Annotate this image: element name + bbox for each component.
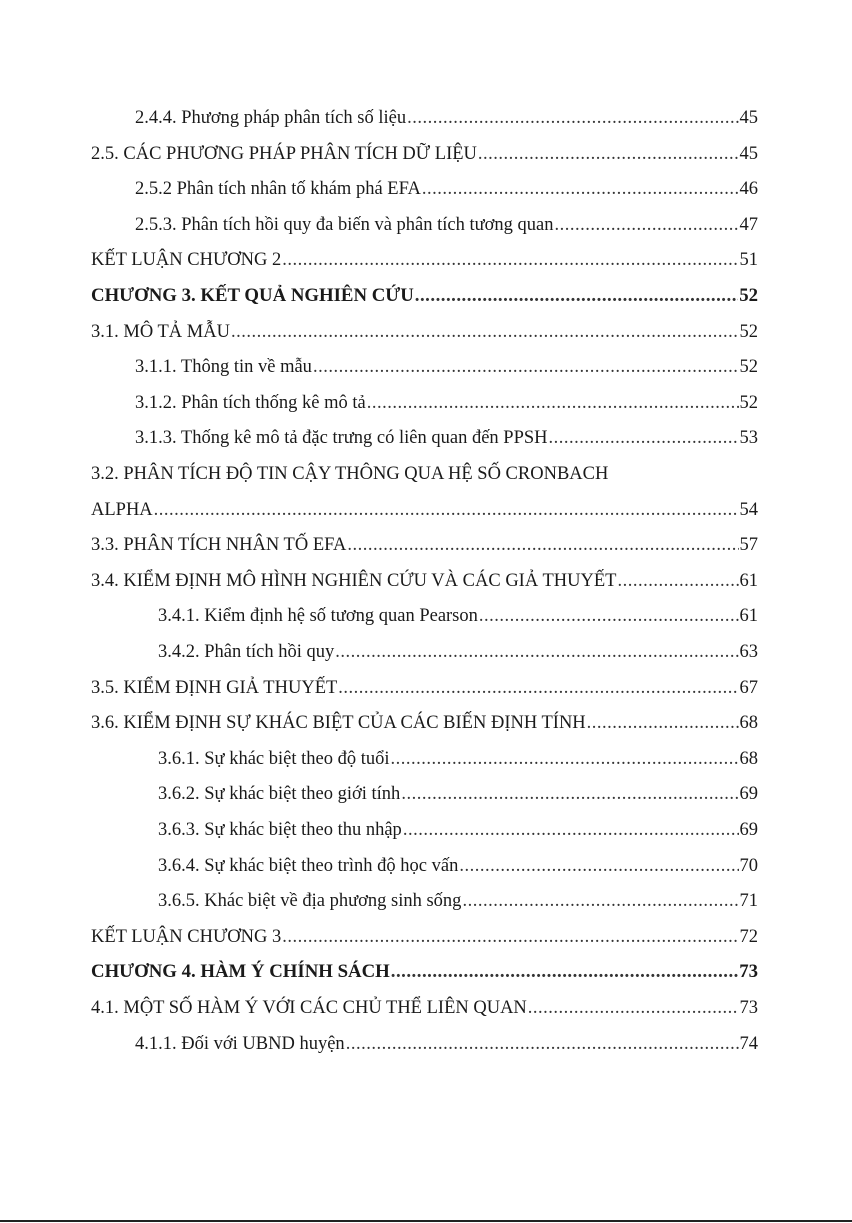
toc-entry-title: 3.6.1. Sự khác biệt theo độ tuổi [158,748,390,769]
toc-entry[interactable] [91,566,758,596]
toc-entry-page: 69 [739,784,758,805]
toc-entry-page: 74 [739,1033,758,1054]
dot-leader [407,103,738,133]
dot-leader [587,708,739,738]
toc-entry[interactable] [158,601,758,631]
toc-entry[interactable] [135,174,758,204]
toc-entry[interactable] [158,744,758,774]
toc-entry[interactable] [135,1029,758,1059]
toc-entry[interactable] [158,637,758,667]
toc-entry-title: 3.4.1. Kiểm định hệ số tương quan Pearson [158,606,478,627]
toc-entry[interactable] [91,673,758,703]
toc-entry-title: 4.1.1. Đối với UBND huyện [135,1033,345,1054]
toc-entry-page: 54 [739,499,758,520]
toc-entry[interactable] [91,281,758,311]
dot-leader [462,886,738,916]
toc-entry[interactable] [158,851,758,881]
toc-entry[interactable] [91,993,758,1023]
toc-entry[interactable] [91,245,758,275]
dot-leader [154,495,739,525]
dot-leader [335,637,738,667]
toc-entry-title: 4.1. MỘT SỐ HÀM Ý VỚI CÁC CHỦ THỂ LIÊN QUAN [91,998,527,1018]
toc-entry-page: 52 [739,285,758,306]
dot-leader [528,993,739,1023]
dot-leader [415,281,738,311]
dot-leader [403,815,739,845]
toc-entry-title: 2.5.3. Phân tích hồi quy đa biến và phân tích tương quan [135,214,554,235]
toc-entry-title: 3.2. PHÂN TÍCH ĐỘ TIN CẬY THÔNG QUA HỆ SỐ CRONBACH [91,464,609,484]
toc-entry[interactable] [91,708,758,738]
toc-entry-page: 68 [739,713,758,734]
toc-entry-title: 3.4.2. Phân tích hồi quy [158,642,335,662]
toc-entry-page: 72 [739,926,758,947]
toc-entry-page: 61 [739,606,758,627]
toc-entry-page: 70 [739,855,758,876]
dot-leader [549,423,739,453]
dot-leader [282,922,738,952]
toc-entry-title: KẾT LUẬN CHƯƠNG 2 [91,250,282,271]
toc-entry-title: 3.6. KIỂM ĐỊNH SỰ KHÁC BIỆT CỦA CÁC BIẾN ĐỊNH TÍNH [91,713,586,734]
toc-entry[interactable] [135,423,758,453]
dot-leader [367,388,739,418]
toc-entry-page: 45 [739,143,758,164]
toc-entry[interactable] [158,779,758,809]
toc-entry-page: 51 [739,250,758,271]
toc-entry-title: 3.1.2. Phân tích thống kê mô tả [135,392,366,413]
toc-entry[interactable] [135,352,758,382]
toc-entry-title: 3.1.3. Thống kê mô tả đặc trưng có liên quan đến PPSH [135,428,548,449]
toc-entry-page: 52 [739,357,758,378]
dot-leader [231,317,739,347]
toc-entry-page: 61 [739,570,758,591]
toc-entry[interactable] [135,103,758,133]
toc-entry[interactable] [135,388,758,418]
dot-leader [346,1029,739,1059]
dot-leader [391,744,739,774]
page-bottom-edge [0,1220,852,1222]
toc-entry-page: 67 [739,677,758,698]
toc-entry[interactable] [91,139,758,169]
dot-leader [347,530,738,560]
toc-entry-title: 2.5.2 Phân tích nhân tố khám phá EFA [135,179,421,200]
toc-entry-title: 3.6.3. Sự khác biệt theo thu nhập [158,820,402,840]
dot-leader [391,957,738,987]
toc-entry-page: 71 [739,891,758,912]
toc-entry-page: 53 [739,428,758,449]
toc-entry-title: ALPHA [91,499,153,520]
dot-leader [478,139,739,169]
toc-entry-page: 63 [739,642,758,662]
toc-entry-title: 2.5. CÁC PHƯƠNG PHÁP PHÂN TÍCH DỮ LIỆU [91,143,477,164]
toc-entry-title: 3.5. KIỂM ĐỊNH GIẢ THUYẾT [91,677,338,698]
toc-entry-page: 52 [739,321,758,342]
dot-leader [401,779,738,809]
dot-leader [282,245,738,275]
toc-entry-title: CHƯƠNG 3. KẾT QUẢ NGHIÊN CỨU [91,285,414,306]
toc-entry[interactable] [91,495,758,525]
toc-entry[interactable] [158,886,758,916]
toc-entry-page: 57 [739,535,758,556]
toc-entry-page: 73 [739,998,758,1018]
toc-entry-title: 2.4.4. Phương pháp phân tích số liệu [135,108,407,128]
toc-entry-page: 52 [739,392,758,413]
toc-entry-page: 45 [739,108,758,128]
dot-leader [555,210,739,240]
dot-leader [338,673,738,703]
toc-entry-title: 3.6.5. Khác biệt về địa phương sinh sống [158,891,462,912]
toc-entry-title: 3.6.2. Sự khác biệt theo giới tính [158,784,401,805]
toc-entry[interactable] [91,957,758,987]
toc-entry-title: 3.3. PHÂN TÍCH NHÂN TỐ EFA [91,535,347,556]
dot-leader [479,601,739,631]
toc-entry[interactable] [91,317,758,347]
toc-entry-title: CHƯƠNG 4. HÀM Ý CHÍNH SÁCH [91,961,390,983]
dot-leader [422,174,739,204]
toc-entry-title: 3.1. MÔ TẢ MẪU [91,321,230,342]
toc-entry[interactable] [91,922,758,952]
toc-entry-title: 3.6.4. Sự khác biệt theo trình độ học vấn [158,855,459,876]
toc-entry-page: 69 [739,820,758,840]
toc-entry[interactable] [135,210,758,240]
dot-leader [459,851,738,881]
toc-entry[interactable] [91,530,758,560]
toc-entry[interactable] [158,815,758,845]
toc-entry-page: 73 [739,961,758,983]
toc-entry-page: 47 [739,214,758,235]
toc-entry-title: 3.4. KIỂM ĐỊNH MÔ HÌNH NGHIÊN CỨU VÀ CÁC GIẢ THUYẾT [91,570,617,591]
dot-leader [313,352,739,382]
toc-entry-title: KẾT LUẬN CHƯƠNG 3 [91,926,282,947]
toc-entry-page: 46 [739,179,758,200]
toc-entry-page: 68 [739,748,758,769]
dot-leader [617,566,738,596]
toc-entry-title: 3.1.1. Thông tin về mẫu [135,357,312,378]
